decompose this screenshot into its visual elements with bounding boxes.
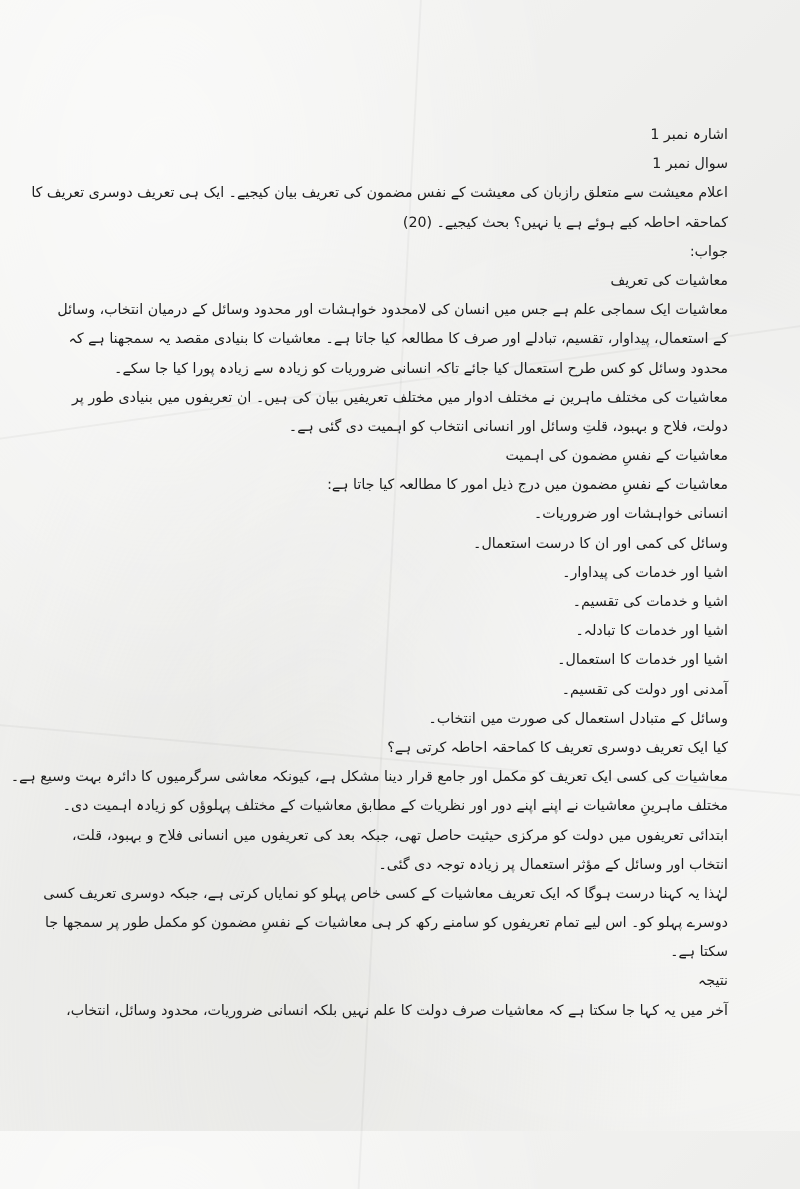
- question-number: سوال نمبر 1: [652, 156, 728, 173]
- question-text-line: اعلام معیشت سے متعلق رازبان کی معیشت کے نفس مضمون کی تعریف بیان کیجیے۔ ایک ہی تعریف دوسری تعریف کا: [31, 185, 728, 202]
- paragraph-line: انتخاب اور وسائل کے مؤثر استعمال پر زیادہ توجہ دی گئی۔: [378, 856, 728, 873]
- paragraph-line: مختلف ماہرینِ معاشیات نے اپنے اپنے دور اور نظریات کے مطابق معاشیات کے مختلف پہلوؤں کو زیادہ اہمیت دی۔: [62, 798, 728, 815]
- paragraph-line: معاشیات کی کسی ایک تعریف کو مکمل اور جامع قرار دینا مشکل ہے، کیونکہ معاشی سرگرمیوں کا دائرہ بہت وسیع ہے۔: [10, 769, 728, 786]
- list-item: اشیا اور خدمات کا تبادلہ۔: [575, 623, 728, 640]
- list-item: آمدنی اور دولت کی تقسیم۔: [561, 681, 728, 698]
- document-body: [10, 121, 728, 1026]
- section-heading: معاشیات کے نفسِ مضمون کی اہمیت: [505, 448, 728, 465]
- answer-label: جواب:: [689, 243, 728, 260]
- paragraph-line: محدود وسائل کو کس طرح استعمال کیا جائے تاکہ انسانی ضروریات کو زیادہ سے زیادہ پورا کیا جا سکے۔: [114, 360, 728, 377]
- list-item: وسائل کے متبادل استعمال کی صورت میں انتخاب۔: [428, 710, 728, 727]
- paragraph-line: سکتا ہے۔: [670, 944, 728, 961]
- paragraph-line: ابتدائی تعریفوں میں دولت کو مرکزی حیثیت حاصل تھی، جبکہ بعد کی تعریفوں میں انسانی فلاح و بہبود، قلت،: [72, 827, 728, 844]
- list-item: انسانی خواہشات اور ضروریات۔: [533, 506, 728, 523]
- paragraph-line: معاشیات ایک سماجی علم ہے جس میں انسان کی لامحدود خواہشات اور محدود وسائل کے درمیان انتخاب، وسائل: [57, 302, 728, 319]
- list-item: وسائل کی کمی اور ان کا درست استعمال۔: [473, 535, 728, 552]
- list-item: اشیا اور خدمات کا استعمال۔: [557, 652, 728, 669]
- section-heading: نتیجہ: [698, 973, 728, 990]
- section-heading: معاشیات کی تعریف: [610, 272, 728, 289]
- paragraph-line: معاشیات کی مختلف ماہرین نے مختلف ادوار میں مختلف تعریفیں بیان کی ہیں۔ ان تعریفوں میں بنیادی طور پر: [72, 389, 728, 406]
- paragraph-line: دولت، فلاح و بہبود، قلتِ وسائل اور انسانی انتخاب کو اہمیت دی گئی ہے۔: [288, 418, 728, 435]
- list-item: اشیا اور خدمات کی پیداوار۔: [562, 564, 728, 581]
- paragraph-line: معاشیات کے نفسِ مضمون میں درج ذیل امور کا مطالعہ کیا جاتا ہے:: [327, 477, 728, 494]
- question-text-line: کماحقہ احاطہ کیے ہوئے ہے یا نہیں؟ بحث کیجیے۔ (20): [402, 214, 728, 231]
- paragraph-line: کے استعمال، پیداوار، تقسیم، تبادلے اور صرف کا مطالعہ کیا جاتا ہے۔ معاشیات کا بنیادی مقصد یہ سمجھنا ہے کہ: [68, 331, 728, 348]
- reference-number: اشارہ نمبر 1: [650, 127, 728, 143]
- section-heading: کیا ایک تعریف دوسری تعریف کا کماحقہ احاطہ کرتی ہے؟: [387, 739, 728, 756]
- list-item: اشیا و خدمات کی تقسیم۔: [572, 594, 728, 610]
- paragraph-line: آخر میں یہ کہا جا سکتا ہے کہ معاشیات صرف دولت کا علم نہیں بلکہ انسانی ضروریات، محدود وسائل، انتخاب،: [66, 1002, 728, 1019]
- paragraph-line: دوسرے پہلو کو۔ اس لیے تمام تعریفوں کو سامنے رکھ کر ہی معاشیات کے نفسِ مضمون کو مکمل طور پر سمجھا جا: [45, 915, 728, 932]
- paragraph-line: لہٰذا یہ کہنا درست ہوگا کہ ایک تعریف معاشیات کے کسی خاص پہلو کو نمایاں کرتی ہے، جبکہ دوسری تعریف کسی: [43, 885, 728, 902]
